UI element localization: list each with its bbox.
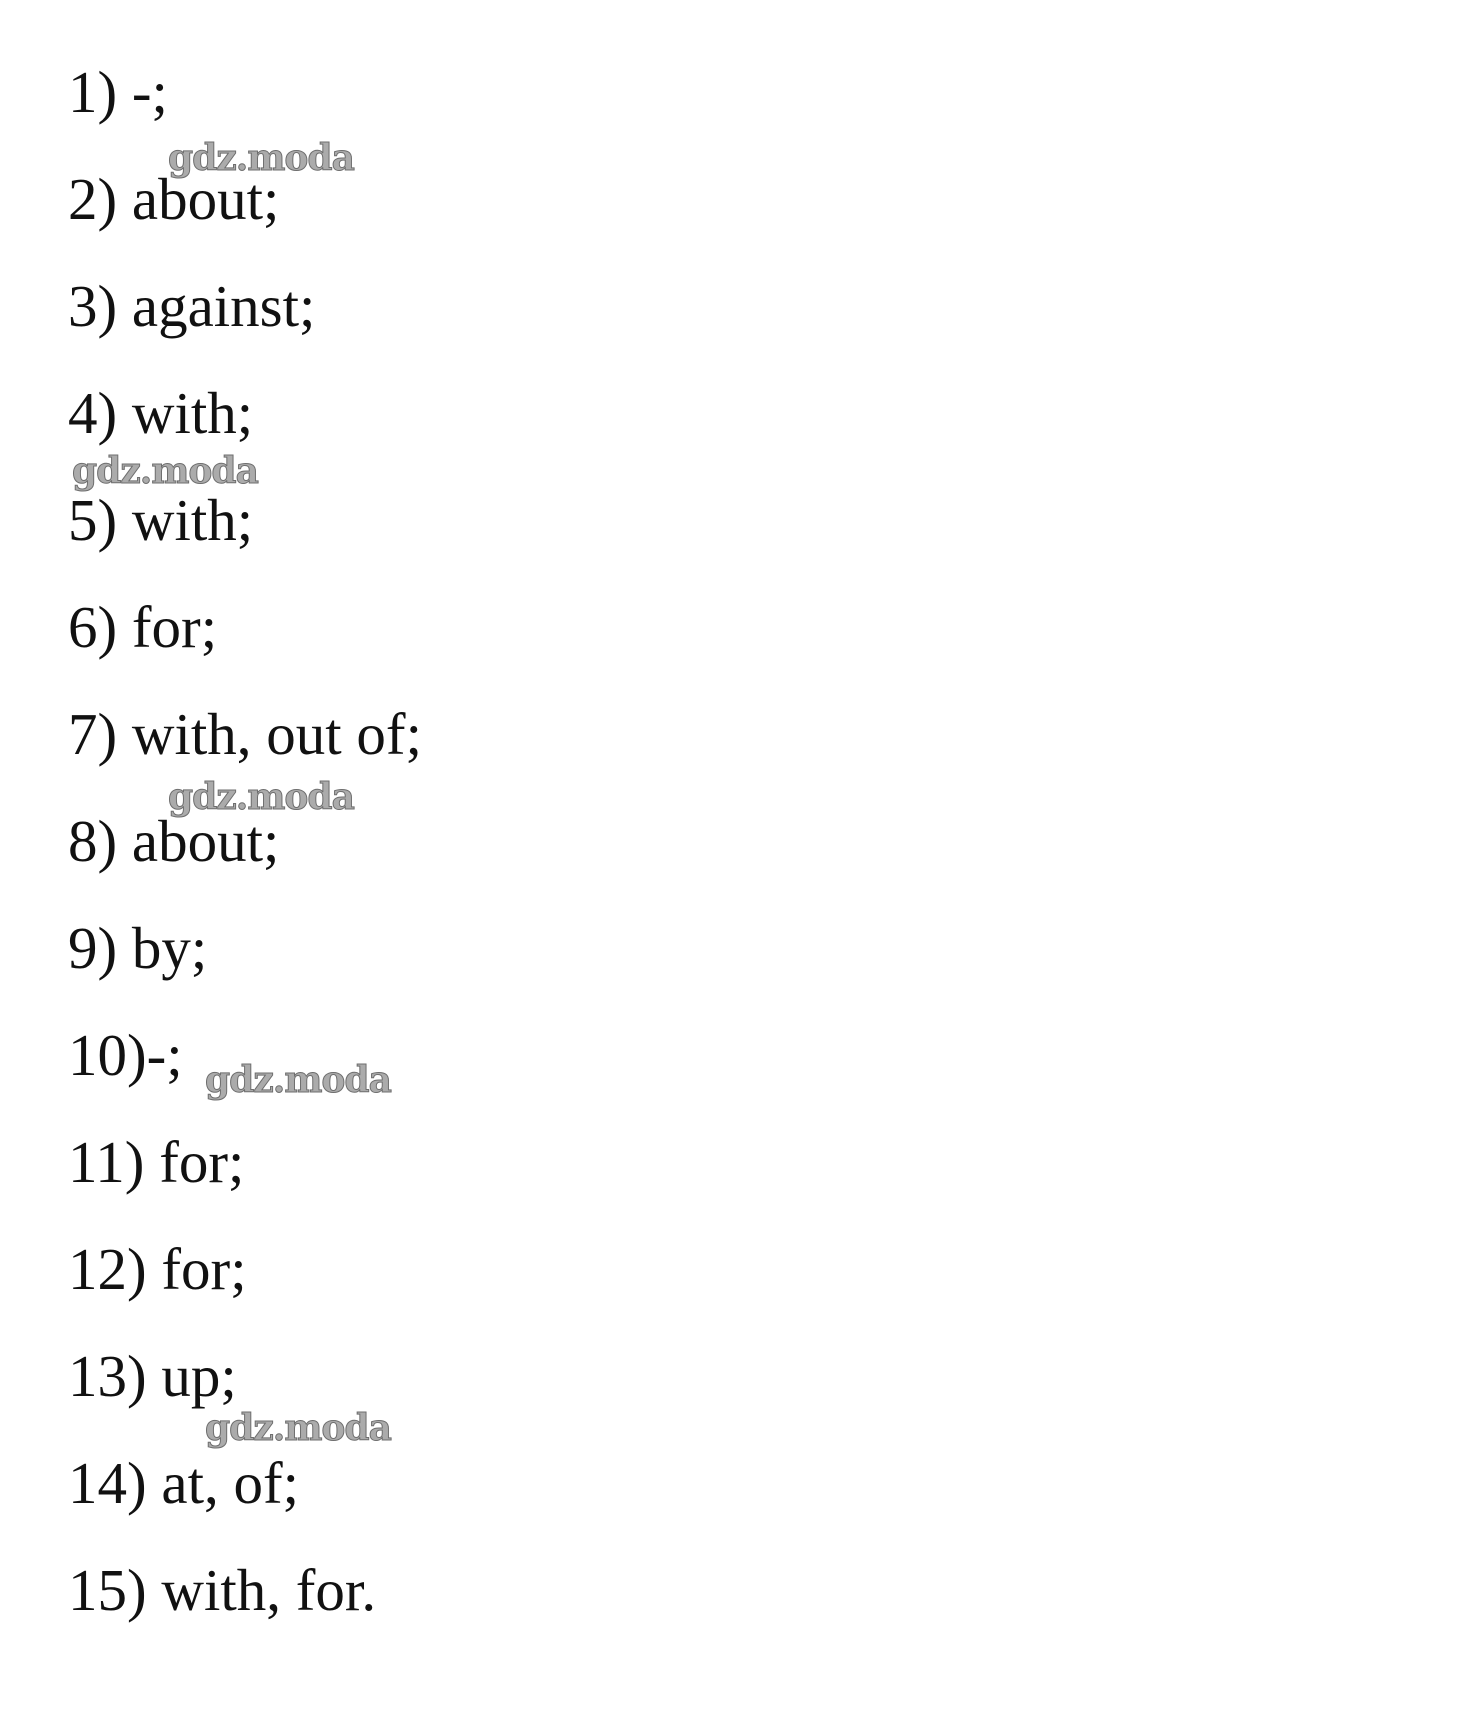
answer-item-2: 2) about; (68, 166, 280, 232)
answer-item-9: 9) by; (68, 915, 208, 981)
watermark: gdz.moda (168, 137, 354, 179)
answer-item-8: 8) about; (68, 808, 280, 874)
answer-item-11: 11) for; (68, 1129, 245, 1195)
answer-item-12: 12) for; (68, 1236, 247, 1302)
watermark: gdz.moda (168, 776, 354, 818)
answer-item-6: 6) for; (68, 594, 218, 660)
answer-item-4: 4) with; (68, 380, 254, 446)
answer-item-5: 5) with; (68, 487, 254, 553)
answer-item-15: 15) with, for. (68, 1557, 377, 1623)
answer-item-14: 14) at, of; (68, 1450, 300, 1516)
watermark: gdz.moda (72, 450, 258, 492)
answer-item-7: 7) with, out of; (68, 701, 422, 767)
watermark: gdz.moda (205, 1407, 391, 1449)
answer-item-13: 13) up; (68, 1343, 237, 1409)
answer-item-3: 3) against; (68, 273, 316, 339)
answer-item-1: 1) -; (68, 59, 168, 125)
watermark: gdz.moda (205, 1059, 391, 1101)
answer-item-10: 10)-; (68, 1022, 183, 1088)
